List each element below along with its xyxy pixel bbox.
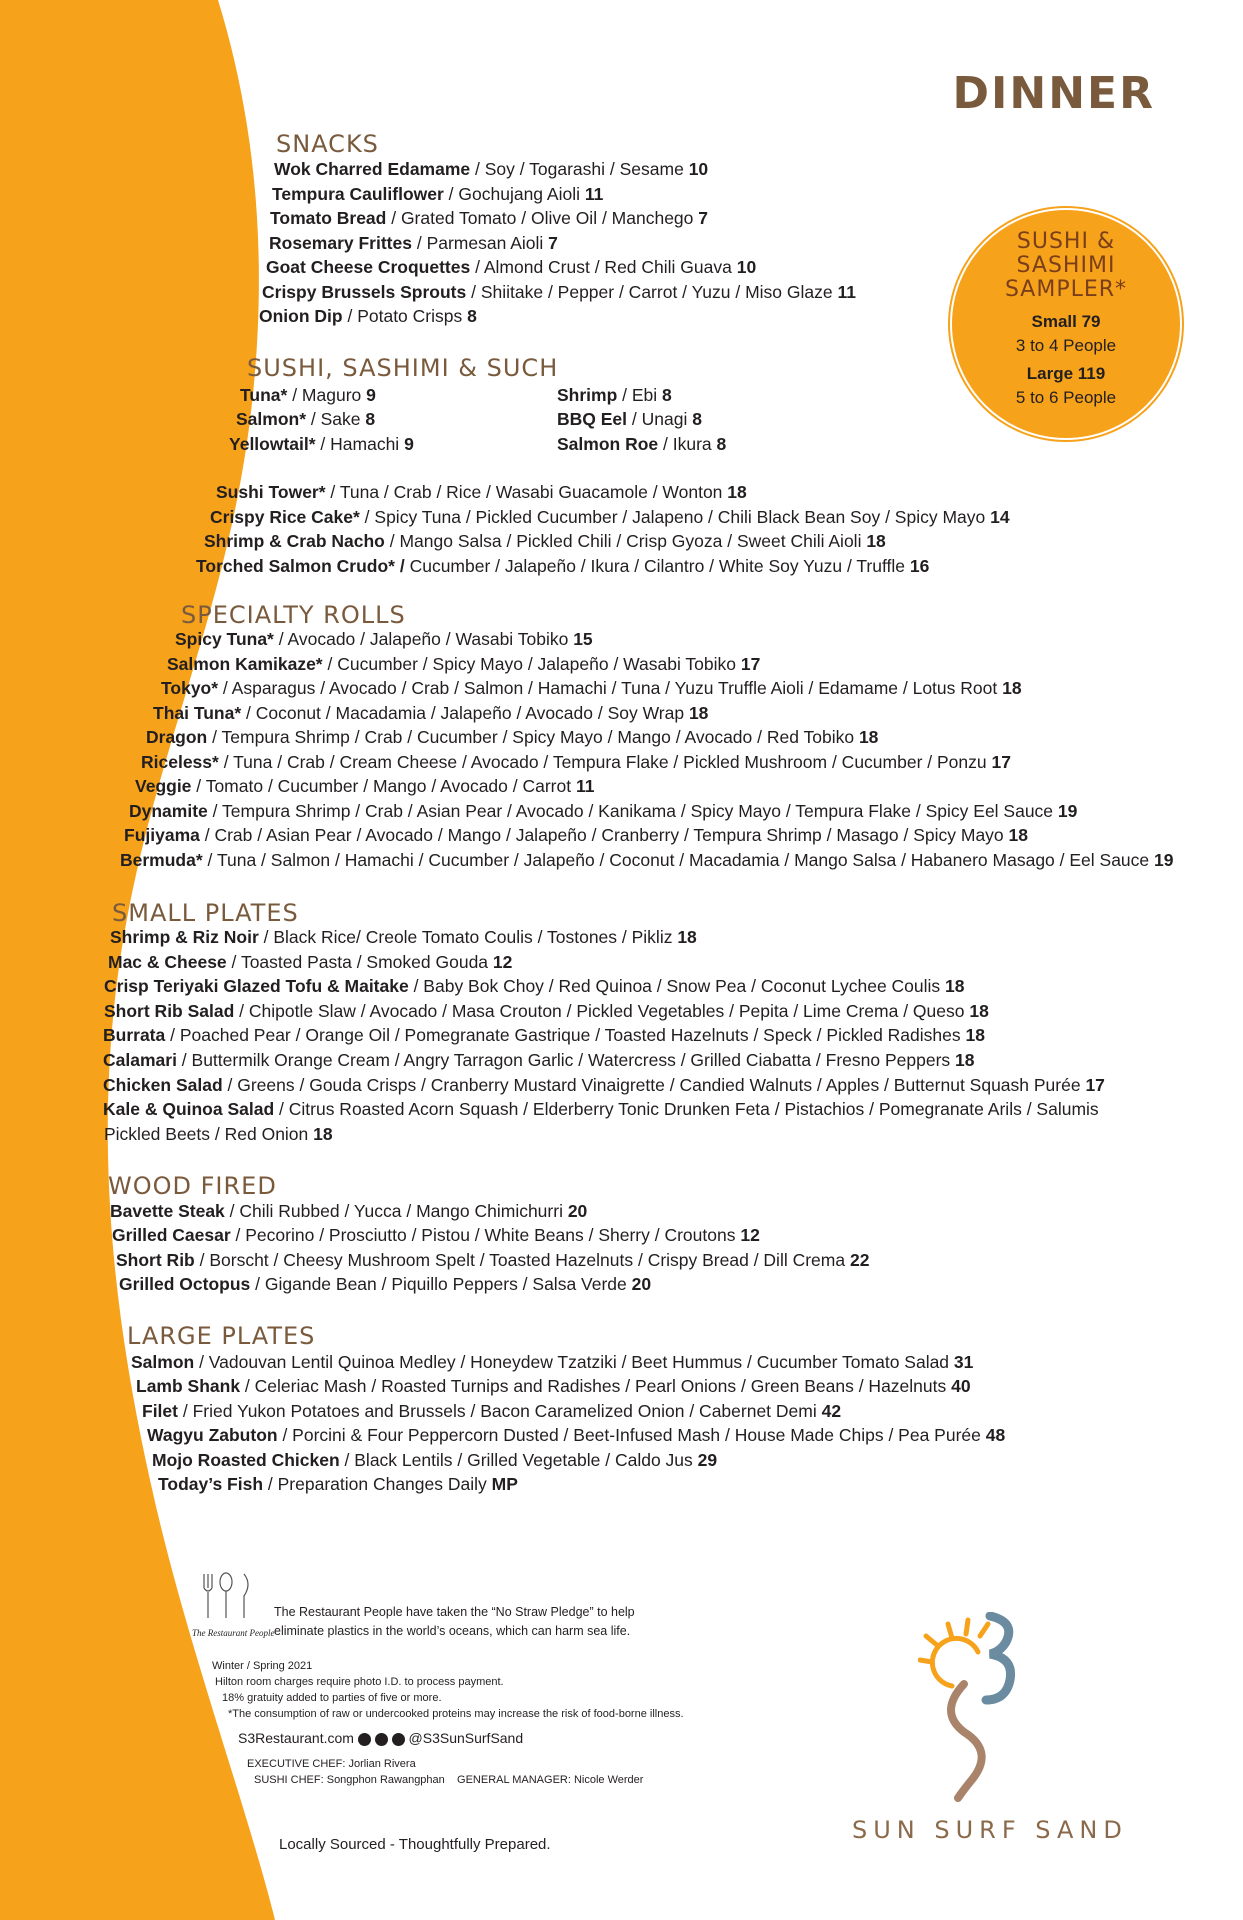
logo-text: The Restaurant People bbox=[192, 1628, 275, 1638]
menu-item bbox=[110, 1199, 587, 1223]
item-price: 15 bbox=[573, 629, 593, 649]
menu-item bbox=[196, 554, 929, 578]
sushi-chef-gm bbox=[254, 1774, 643, 1786]
menu-item bbox=[175, 627, 593, 651]
item-name: Veggie bbox=[135, 776, 192, 796]
menu-item bbox=[216, 480, 747, 504]
item-name: Chicken Salad bbox=[103, 1075, 223, 1095]
item-name: Short Rib bbox=[116, 1250, 195, 1270]
item-name: Bermuda* bbox=[120, 850, 203, 870]
item-name: Fujiyama bbox=[124, 825, 200, 845]
item-price: 9 bbox=[366, 385, 376, 405]
facebook-icon[interactable] bbox=[375, 1733, 388, 1746]
wood-fired-heading: WOOD FIRED bbox=[108, 1172, 277, 1200]
item-price: 18 bbox=[1008, 825, 1028, 845]
menu-item bbox=[141, 750, 1011, 774]
menu-item bbox=[103, 1073, 1105, 1097]
item-price: 7 bbox=[548, 233, 558, 253]
item-desc: / Avocado / Jalapeño / Wasabi Tobiko bbox=[273, 629, 574, 649]
item-price: 19 bbox=[1057, 801, 1078, 821]
item-desc: / Chili Rubbed / Yucca / Mango Chimichurri bbox=[224, 1201, 568, 1221]
item-name: Lamb Shank bbox=[136, 1376, 241, 1396]
menu-item bbox=[240, 383, 376, 407]
menu-item bbox=[262, 280, 856, 304]
item-desc: / Black Rice/ Creole Tomato Coulis / Tostones / Pikliz bbox=[258, 927, 678, 947]
sampler-large-people: 5 to 6 People bbox=[1015, 388, 1117, 407]
item-name: Kale & Quinoa Salad bbox=[103, 1099, 275, 1119]
item-name: Wagyu Zabuton bbox=[147, 1425, 278, 1445]
brand-name: SUN SURF SAND bbox=[852, 1816, 1128, 1844]
item-desc: / Shiitake / Pepper / Carrot / Yuzu / Miso Glaze bbox=[466, 282, 838, 302]
menu-item bbox=[274, 157, 708, 181]
item-desc: / Cucumber / Spicy Mayo / Jalapeño / Wasabi Tobiko bbox=[322, 654, 741, 674]
item-price: 8 bbox=[692, 409, 702, 429]
item-name: Crispy Rice Cake* bbox=[210, 507, 360, 527]
item-name: Crispy Brussels Sprouts bbox=[262, 282, 467, 302]
sampler-badge bbox=[950, 208, 1182, 440]
item-price: 14 bbox=[990, 507, 1010, 527]
item-name: Yellowtail* bbox=[229, 434, 316, 454]
note-2: 18% gratuity added to parties of five or more. bbox=[222, 1692, 442, 1704]
note-3: *The consumption of raw or undercooked proteins may increase the risk of food-borne illness. bbox=[228, 1708, 684, 1720]
item-price: 8 bbox=[716, 434, 727, 454]
sampler-title-2: SASHIMI bbox=[1016, 253, 1116, 278]
item-name: Shrimp & Riz Noir bbox=[110, 927, 259, 947]
item-price: 40 bbox=[951, 1376, 971, 1396]
item-price: MP bbox=[491, 1474, 518, 1494]
item-desc: / Tempura Shrimp / Crab / Cucumber / Spicy Mayo / Mango / Avocado / Red Tobiko bbox=[207, 727, 859, 747]
menu-item bbox=[557, 432, 726, 456]
item-desc: / Tuna / Salmon / Hamachi / Cucumber / Jalapeño / Coconut / Macadamia / Mango Salsa / Habanero Masago / Eel Sauce bbox=[202, 850, 1155, 870]
menu-item bbox=[142, 1399, 841, 1423]
item-desc: / Unagi bbox=[627, 409, 693, 429]
item-desc: / Black Lentils / Grilled Vegetable / Caldo Jus bbox=[339, 1450, 698, 1470]
item-desc: / Preparation Changes Daily bbox=[263, 1474, 492, 1494]
note-1: Hilton room charges require photo I.D. to process payment. bbox=[215, 1676, 504, 1688]
menu-item bbox=[272, 182, 603, 206]
menu-item bbox=[270, 206, 708, 230]
item-name: Torched Salmon Crudo* / bbox=[196, 556, 405, 576]
sushi-heading: SUSHI, SASHIMI & SUCH bbox=[247, 354, 559, 382]
item-desc: / Tuna / Crab / Cream Cheese / Avocado / Tempura Flake / Pickled Mushroom / Cucumber / Ponzu bbox=[218, 752, 992, 772]
item-name: Short Rib Salad bbox=[104, 1001, 235, 1021]
item-desc: / Soy / Togarashi / Sesame bbox=[470, 159, 689, 179]
item-name: Salmon bbox=[131, 1352, 195, 1372]
item-desc: / Crab / Asian Pear / Avocado / Mango / Jalapeño / Cranberry / Tempura Shrimp / Masago / Spicy Mayo bbox=[199, 825, 1009, 845]
large-plates-heading: LARGE PLATES bbox=[127, 1322, 316, 1350]
item-name: Crisp Teriyaki Glazed Tofu & Maitake bbox=[104, 976, 409, 996]
item-price: 31 bbox=[953, 1352, 974, 1372]
menu-item bbox=[158, 1472, 518, 1496]
item-price: 18 bbox=[858, 727, 879, 747]
item-price: 22 bbox=[849, 1250, 870, 1270]
item-desc: / Baby Bok Choy / Red Quinoa / Snow Pea / Coconut Lychee Coulis bbox=[408, 976, 946, 996]
item-name: Dragon bbox=[146, 727, 208, 747]
item-name: Grilled Caesar bbox=[112, 1225, 231, 1245]
item-price: 18 bbox=[1002, 678, 1022, 698]
menu-item bbox=[229, 432, 414, 456]
s3-sun-logo bbox=[918, 1612, 1028, 1802]
item-desc: / Tomato / Cucumber / Mango / Avocado / Carrot bbox=[191, 776, 576, 796]
menu-item bbox=[124, 823, 1028, 847]
menu-item bbox=[116, 1248, 869, 1272]
small-plates-heading: SMALL PLATES bbox=[112, 899, 299, 927]
item-name: Sushi Tower* bbox=[216, 482, 326, 502]
item-price: 11 bbox=[837, 282, 856, 302]
item-name: Shrimp & Crab Nacho bbox=[204, 531, 385, 551]
item-desc: / Almond Crust / Red Chili Guava bbox=[470, 257, 737, 277]
item-name: Onion Dip bbox=[259, 306, 343, 326]
item-price: 9 bbox=[404, 434, 414, 454]
item-desc: / Toasted Pasta / Smoked Gouda bbox=[226, 952, 493, 972]
menu-item bbox=[104, 999, 989, 1023]
sampler-large-label: Large 119 bbox=[1026, 364, 1106, 383]
item-price: 19 bbox=[1154, 850, 1174, 870]
item-name: Today’s Fish bbox=[158, 1474, 264, 1494]
item-price: 17 bbox=[991, 752, 1011, 772]
sampler-small-people: 3 to 4 People bbox=[1015, 336, 1117, 355]
item-desc: / Hamachi bbox=[315, 434, 405, 454]
item-name: Tokyo* bbox=[161, 678, 219, 698]
menu-item bbox=[103, 1097, 1099, 1121]
item-price: 18 bbox=[727, 482, 747, 502]
item-price: 11 bbox=[584, 184, 604, 204]
item-desc: / Parmesan Aioli bbox=[411, 233, 549, 253]
item-price: 10 bbox=[688, 159, 709, 179]
menu-item bbox=[210, 505, 1010, 529]
item-name: Filet bbox=[142, 1401, 178, 1421]
item-desc: / Borscht / Cheesy Mushroom Spelt / Toasted Hazelnuts / Crispy Bread / Dill Crema bbox=[194, 1250, 850, 1270]
item-desc: / Tuna / Crab / Rice / Wasabi Guacamole / Wonton bbox=[325, 482, 728, 502]
item-price: 18 bbox=[688, 703, 709, 723]
item-name: Salmon* bbox=[236, 409, 307, 429]
item-name: Salmon Roe bbox=[557, 434, 659, 454]
item-price: 29 bbox=[697, 1450, 718, 1470]
item-price: 20 bbox=[631, 1274, 652, 1294]
menu-item bbox=[108, 950, 512, 974]
menu-item bbox=[152, 1448, 717, 1472]
sampler-title-3: SAMPLER* bbox=[1004, 277, 1128, 302]
item-name: Wok Charred Edamame bbox=[274, 159, 471, 179]
item-desc: / Porcini & Four Peppercorn Dusted / Beet-Infused Mash / House Made Chips / Pea Purée bbox=[277, 1425, 986, 1445]
twitter-icon[interactable] bbox=[392, 1733, 405, 1746]
menu-item bbox=[103, 1048, 974, 1072]
menu-item bbox=[161, 676, 1022, 700]
item-price: 48 bbox=[985, 1425, 1006, 1445]
item-desc: / Asparagus / Avocado / Crab / Salmon / Hamachi / Tuna / Yuzu Truffle Aioli / Edamame / Lotus Root bbox=[218, 678, 1003, 698]
item-desc: / Tempura Shrimp / Crab / Asian Pear / Avocado / Kanikama / Spicy Mayo / Tempura Flake / Spicy Eel Sauce bbox=[207, 801, 1058, 821]
item-price: 18 bbox=[866, 531, 886, 551]
menu-item bbox=[103, 1023, 985, 1047]
item-desc: / Potato Crisps bbox=[342, 306, 468, 326]
item-price: 42 bbox=[821, 1401, 842, 1421]
item-desc: / Ebi bbox=[617, 385, 663, 405]
rolls-heading: SPECIALTY ROLLS bbox=[181, 601, 406, 629]
item-desc: Cucumber / Jalapeño / Ikura / Cilantro / White Soy Yuzu / Truffle bbox=[404, 556, 910, 576]
item-desc: / Maguro bbox=[287, 385, 367, 405]
item-price: 10 bbox=[736, 257, 757, 277]
item-price: 8 bbox=[467, 306, 477, 326]
tagline: Locally Sourced - Thoughtfully Prepared. bbox=[279, 1836, 551, 1853]
item-name: Goat Cheese Croquettes bbox=[266, 257, 471, 277]
restaurant-people-logo bbox=[192, 1568, 264, 1634]
menu-item bbox=[119, 1272, 651, 1296]
social-handle[interactable]: @S3SunSurfSand bbox=[408, 1730, 524, 1746]
page-title: DINNER bbox=[952, 68, 1155, 119]
social-row bbox=[238, 1730, 523, 1746]
executive-chef: EXECUTIVE CHEF: Jorlian Rivera bbox=[247, 1758, 416, 1770]
pledge-line-2: eliminate plastics in the world’s oceans, which can harm sea life. bbox=[274, 1624, 631, 1638]
sampler-title-1: SUSHI & bbox=[1016, 229, 1116, 254]
menu-item bbox=[269, 231, 558, 255]
item-name: Grilled Octopus bbox=[119, 1274, 251, 1294]
item-desc: / Sake bbox=[306, 409, 366, 429]
item-price: 7 bbox=[698, 208, 708, 228]
menu-item bbox=[136, 1374, 971, 1398]
menu-item bbox=[259, 304, 477, 328]
item-price: 8 bbox=[365, 409, 376, 429]
item-price: 17 bbox=[740, 654, 761, 674]
item-name: Rosemary Frittes bbox=[269, 233, 412, 253]
item-price: 16 bbox=[909, 556, 930, 576]
menu-item bbox=[112, 1223, 760, 1247]
item-name: Thai Tuna* bbox=[153, 703, 242, 723]
instagram-icon[interactable] bbox=[358, 1733, 371, 1746]
item-desc: / Vadouvan Lentil Quinoa Medley / Honeydew Tzatziki / Beet Hummus / Cucumber Tomato Salad bbox=[194, 1352, 954, 1372]
item-desc: / Coconut / Macadamia / Jalapeño / Avocado / Soy Wrap bbox=[241, 703, 689, 723]
item-desc: / Ikura bbox=[658, 434, 717, 454]
item-desc: / Citrus Roasted Acorn Squash / Elderberry Tonic Drunken Feta / Pistachios / Pomegranate Arils / Salumis bbox=[274, 1099, 1099, 1119]
item-desc: / Greens / Gouda Crisps / Cranberry Mustard Vinaigrette / Candied Walnuts / Apples / Butternut Squash Purée bbox=[222, 1075, 1086, 1095]
item-name: Spicy Tuna* bbox=[175, 629, 274, 649]
item-desc: / Chipotle Slaw / Avocado / Masa Crouton / Pickled Vegetables / Pepita / Lime Crema / Queso bbox=[234, 1001, 970, 1021]
menu-item bbox=[236, 407, 375, 431]
item-desc: Pickled Beets / Red Onion bbox=[104, 1124, 314, 1144]
item-desc: / Spicy Tuna / Pickled Cucumber / Jalapeno / Chili Black Bean Soy / Spicy Mayo bbox=[359, 507, 991, 527]
item-price: 18 bbox=[945, 976, 965, 996]
item-name: Bavette Steak bbox=[110, 1201, 225, 1221]
item-name: Tempura Cauliflower bbox=[272, 184, 444, 204]
item-desc: / Pecorino / Prosciutto / Pistou / White Beans / Sherry / Croutons bbox=[230, 1225, 741, 1245]
item-name: Mac & Cheese bbox=[108, 952, 227, 972]
item-name: Calamari bbox=[103, 1050, 177, 1070]
item-name: Tomato Bread bbox=[270, 208, 387, 228]
menu-item bbox=[135, 774, 594, 798]
item-name: Tuna* bbox=[240, 385, 288, 405]
menu-item bbox=[146, 725, 878, 749]
item-desc: / Gigande Bean / Piquillo Peppers / Salsa Verde bbox=[250, 1274, 632, 1294]
item-desc: / Fried Yukon Potatoes and Brussels / Bacon Caramelized Onion / Cabernet Demi bbox=[177, 1401, 822, 1421]
item-desc: / Grated Tomato / Olive Oil / Manchego bbox=[386, 208, 699, 228]
item-desc: / Mango Salsa / Pickled Chili / Crisp Gyoza / Sweet Chili Aioli bbox=[384, 531, 867, 551]
item-price: 12 bbox=[740, 1225, 760, 1245]
menu-item bbox=[266, 255, 756, 279]
item-desc: / Poached Pear / Orange Oil / Pomegranate Gastrique / Toasted Hazelnuts / Speck / Pickled Radishes bbox=[165, 1025, 966, 1045]
item-price: 18 bbox=[677, 927, 697, 947]
item-price: 20 bbox=[567, 1201, 588, 1221]
menu-item bbox=[129, 799, 1077, 823]
item-name: Riceless* bbox=[141, 752, 219, 772]
item-price: 11 bbox=[575, 776, 595, 796]
menu-item bbox=[153, 701, 708, 725]
item-price: 8 bbox=[662, 385, 672, 405]
item-desc: / Buttermilk Orange Cream / Angry Tarragon Garlic / Watercress / Grilled Ciabatta / Fresno Peppers bbox=[176, 1050, 956, 1070]
menu-item bbox=[557, 407, 702, 431]
general-manager: GENERAL MANAGER: Nicole Werder bbox=[457, 1774, 644, 1786]
menu-item bbox=[557, 383, 672, 407]
menu-item bbox=[104, 974, 965, 998]
item-name: BBQ Eel bbox=[557, 409, 628, 429]
menu-item bbox=[110, 925, 697, 949]
item-price: 18 bbox=[955, 1050, 975, 1070]
item-price: 12 bbox=[492, 952, 513, 972]
menu-item bbox=[147, 1423, 1005, 1447]
item-name: Mojo Roasted Chicken bbox=[152, 1450, 340, 1470]
menu-item bbox=[167, 652, 760, 676]
item-desc: / Gochujang Aioli bbox=[443, 184, 585, 204]
item-name: Dynamite bbox=[129, 801, 208, 821]
item-price: 17 bbox=[1085, 1075, 1105, 1095]
sampler-small-label: Small 79 bbox=[1031, 312, 1101, 331]
item-price: 18 bbox=[313, 1124, 333, 1144]
menu-item bbox=[120, 848, 1173, 872]
menu-item bbox=[131, 1350, 973, 1374]
menu-item bbox=[204, 529, 886, 553]
item-price: 18 bbox=[965, 1025, 985, 1045]
small-plates-continuation bbox=[104, 1122, 333, 1146]
item-name: Shrimp bbox=[557, 385, 618, 405]
snacks-heading: SNACKS bbox=[276, 130, 379, 158]
item-name: Burrata bbox=[103, 1025, 166, 1045]
item-price: 18 bbox=[969, 1001, 989, 1021]
website-link[interactable]: S3Restaurant.com bbox=[238, 1730, 354, 1746]
sushi-chef: SUSHI CHEF: Songphon Rawangphan bbox=[254, 1774, 445, 1786]
pledge-line-1: The Restaurant People have taken the “No Straw Pledge” to help bbox=[274, 1605, 635, 1619]
item-name: Salmon Kamikaze* bbox=[167, 654, 323, 674]
season: Winter / Spring 2021 bbox=[212, 1660, 313, 1672]
item-desc: / Celeriac Mash / Roasted Turnips and Radishes / Pearl Onions / Green Beans / Hazelnuts bbox=[240, 1376, 952, 1396]
